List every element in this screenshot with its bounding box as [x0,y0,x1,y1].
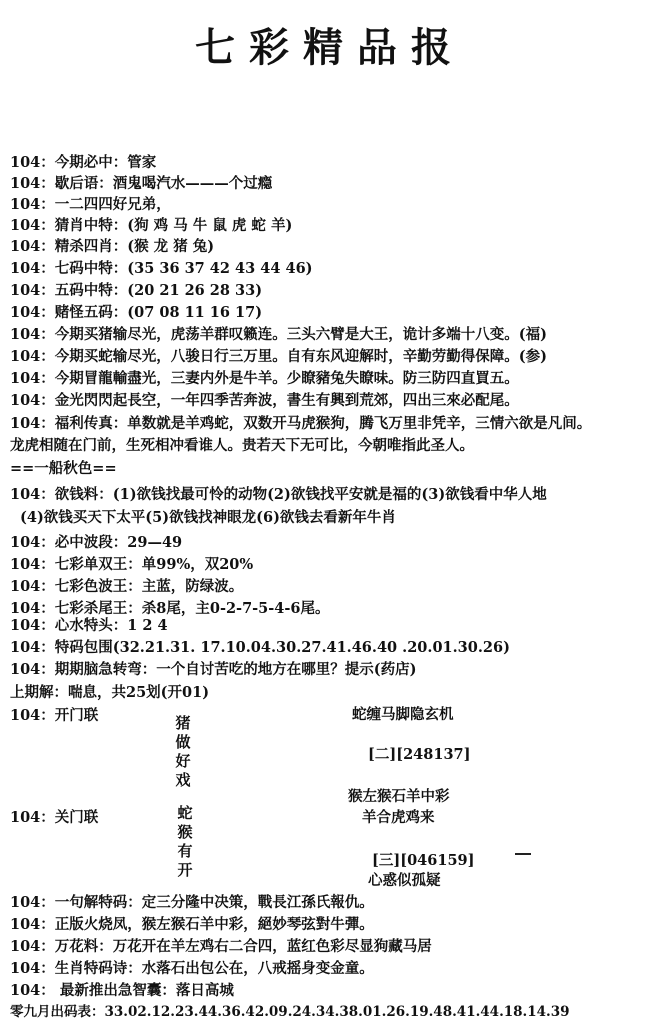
couplet-char: 做 [175,733,191,751]
close-couplet-top: 猴左猴石羊中彩 [348,788,450,805]
text-line: 上期解：喘息，共25划(开01) [10,684,210,701]
text-line: 龙虎相随在门前，生死相冲看谁人。贵若天下无可比，今朝唯指此圣人。 [10,437,474,454]
text-line: 104：赌怪五码：(07 08 11 16 17) [10,304,263,321]
section-heading: ==一船秋色== [10,460,117,477]
couplet-char: 好 [175,752,191,770]
text-line: 104：精杀四肖：(猴 龙 猪 兔) [10,238,215,255]
text-line: 104：心水特头：1 2 4 [10,617,168,634]
text-line: 104：七彩色波王：主蓝，防绿波。 [10,578,244,595]
code-table-line: 零九月出码表：33.02.12.23.44.36.42.09.24.34.38.01.26.19.48.41.44.18.14.39 [10,1004,570,1020]
text-line: 104：今期买蛇输尽光，八骏日行三万里。自有东风迎解时，辛勤劳勤得保障。(参) [10,348,547,365]
text-line: 104：猜肖中特：(狗 鸡 马 牛 鼠 虎 蛇 羊) [10,217,293,234]
open-couplet-chars [174,714,192,790]
couplet-char: 猪 [175,714,191,732]
text-line: 104：七码中特：(35 36 37 42 43 44 46) [10,260,313,277]
text-line: 104： 最新推出急智囊：落日高城 [10,982,234,999]
open-couplet-title: 蛇缠马脚隐玄机 [352,706,454,723]
close-couplet-right: 羊合虎鸡来 [362,809,435,826]
text-line: 104：今期冒龍輸盡光，三妻内外是牛羊。少瞭豬兔失瞭味。防三防四直買五。 [10,370,519,387]
close-couplet-chars [176,804,194,880]
text-line: 104：五码中特：(20 21 26 28 33) [10,282,263,299]
page-title: 七彩精品报 [195,25,465,71]
text-line: 104：金光閃閃起長空，一年四季苦奔波，書生有興到荒郊，四出三來必配尾。 [10,392,519,409]
text-line: 104：今期买猪输尽光，虎荡羊群叹籁连。三头六臂是大王，诡计多端十八变。(福) [10,326,547,343]
text-line: (4)欲钱买天下太平(5)欲钱找神眼龙(6)欲钱去看新年牛肖 [20,509,396,526]
text-line: 104：七彩单双王：单99%，双20% [10,556,254,573]
open-couplet-label: 104：开门联 [10,707,99,724]
text-line: 104：必中波段：29—49 [10,534,183,551]
text-line: 104：七彩杀尾王：杀8尾，主0-2-7-5-4-6尾。 [10,600,330,617]
couplet-char: 有 [177,842,193,860]
text-line: 104：福利传真：单数就是羊鸡蛇，双数开马虎猴狗，腾飞万里非凭辛，三情六欲是凡间。 [10,415,592,432]
couplet-char: 戏 [175,771,191,789]
text-line: 104：一句解特码：定三分隆中决策，戰長江孫氏報仇。 [10,894,374,911]
text-line: 104：欲钱料：(1)欲钱找最可怜的动物(2)欲钱找平安就是福的(3)欲钱看中华人地 [10,486,547,503]
text-line: 104：歇后语：酒鬼喝汽水———个过瘾 [10,175,273,192]
text-line: 104：一二四四好兄弟， [10,196,171,213]
close-couplet-label: 104：关门联 [10,809,99,826]
text-line: 104：生肖特码诗：水落石出包公在，八戒摇身变金童。 [10,960,374,977]
text-line: 104：期期脑急转弯：一个自讨苦吃的地方在哪里？提示(药店) [10,661,417,678]
couplet-char: 开 [177,861,193,879]
couplet-char: 蛇 [177,804,193,822]
text-line: 104：特码包围(32.21.31. 17.10.04.30.27.41.46.40 .20.01.30.26) [10,639,510,656]
open-couplet-code: [二][248137] [368,746,471,763]
divider [515,853,531,855]
close-couplet-bottom: 心惑似孤疑 [368,872,441,889]
text-line: 104：今期必中：管家 [10,154,157,171]
text-line: 104：正版火烧凤，猴左猴石羊中彩，絕妙琴弦對牛彈。 [10,916,374,933]
couplet-char: 猴 [177,823,193,841]
text-line: 104：万花料：万花开在羊左鸡右二合四，蓝红色彩尽显狗藏马居 [10,938,432,955]
close-couplet-code: [三][046159] [372,852,475,869]
